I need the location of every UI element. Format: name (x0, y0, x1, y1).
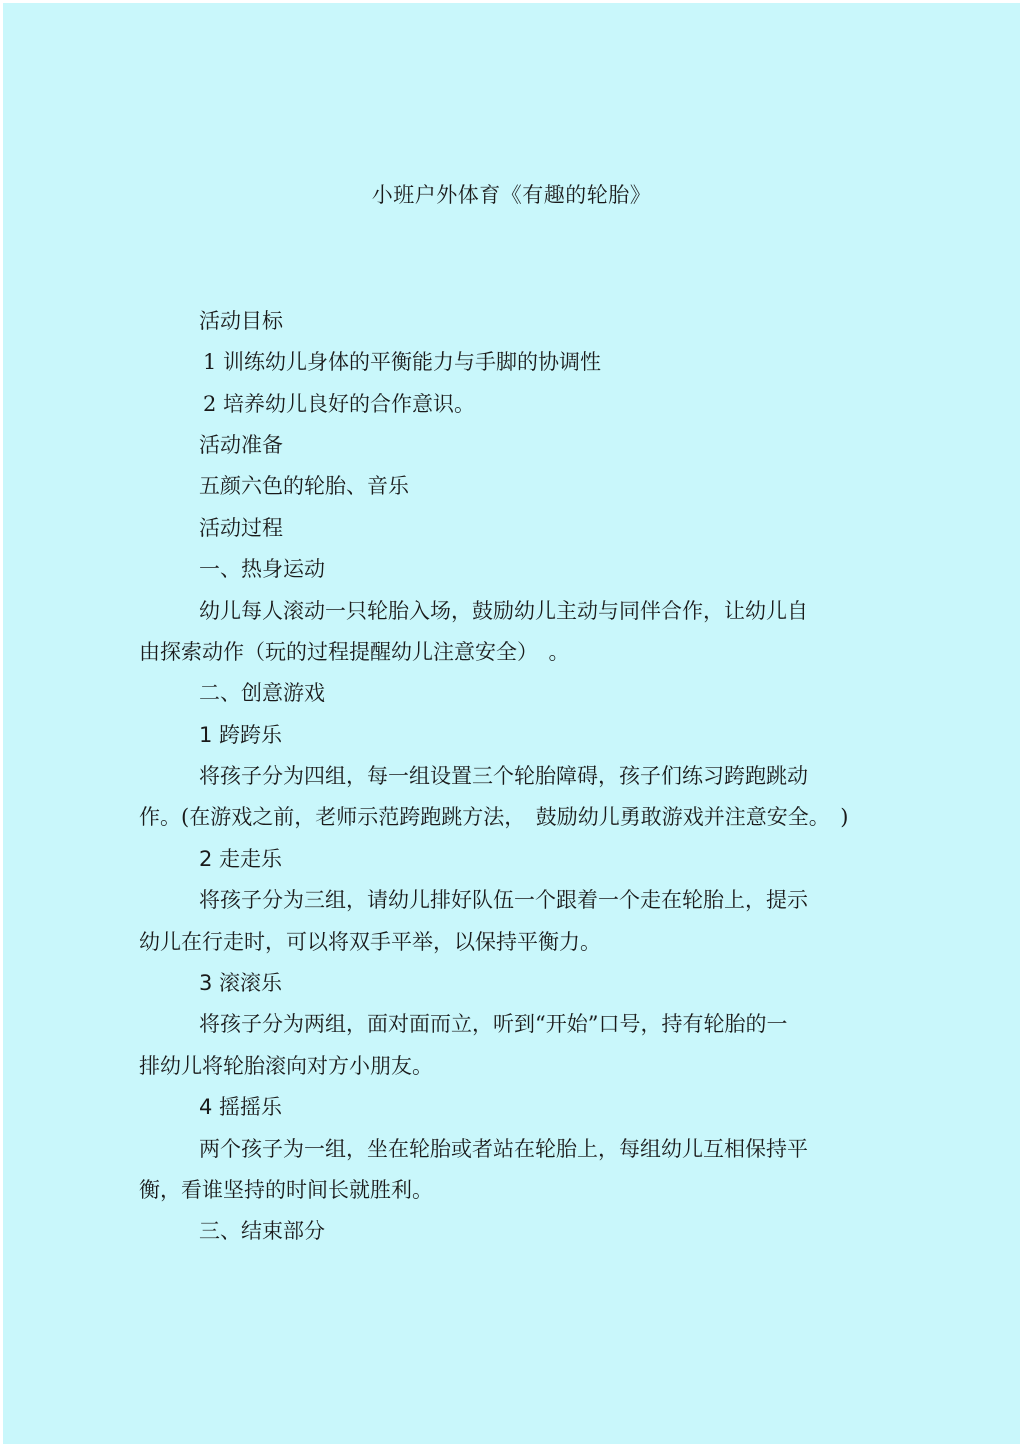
goal-item-2: 2 培养幼儿良好的合作意识。 (203, 392, 476, 416)
paragraph-line: 作。(在游戏之前，老师示范跨跑跳方法， 鼓励幼儿勇敢游戏并注意安全。 ) (139, 805, 849, 829)
preparation-text: 五颜六色的轮胎、音乐 (199, 474, 409, 498)
section-heading-preparation: 活动准备 (199, 433, 283, 457)
game-title-4: 4 摇摇乐 (199, 1095, 283, 1119)
paragraph-line: 衡，看谁坚持的时间长就胜利。 (139, 1178, 433, 1202)
paragraph-line: 将孩子分为四组，每一组设置三个轮胎障碍，孩子们练习跨跑跳动 (199, 764, 808, 788)
paragraph-line: 由探索动作（玩的过程提醒幼儿注意安全） 。 (139, 640, 570, 664)
paragraph-line: 将孩子分为三组，请幼儿排好队伍一个跟着一个走在轮胎上，提示 (199, 888, 808, 912)
game-title-1: 1 跨跨乐 (199, 723, 283, 747)
paragraph-line: 排幼儿将轮胎滚向对方小朋友。 (139, 1054, 433, 1078)
subsection-ending: 三、结束部分 (199, 1219, 325, 1243)
paragraph-line: 将孩子分为两组，面对面而立，听到“开始”口号，持有轮胎的一 (199, 1012, 788, 1036)
document-page (3, 3, 1020, 1444)
paragraph-line: 两个孩子为一组，坐在轮胎或者站在轮胎上，每组幼儿互相保持平 (199, 1137, 808, 1161)
subsection-warmup: 一、热身运动 (199, 557, 325, 581)
game-title-2: 2 走走乐 (199, 847, 283, 871)
paragraph-line: 幼儿在行走时，可以将双手平举，以保持平衡力。 (139, 930, 601, 954)
subsection-creative-games: 二、创意游戏 (199, 681, 325, 705)
paragraph-line: 幼儿每人滚动一只轮胎入场，鼓励幼儿主动与同伴合作，让幼儿自 (199, 599, 808, 623)
section-heading-goals: 活动目标 (199, 309, 283, 333)
goal-item-1: 1 训练幼儿身体的平衡能力与手脚的协调性 (203, 350, 602, 374)
section-heading-process: 活动过程 (199, 516, 283, 540)
game-title-3: 3 滚滚乐 (199, 971, 283, 995)
document-title: 小班户外体育《有趣的轮胎》 (371, 183, 652, 207)
